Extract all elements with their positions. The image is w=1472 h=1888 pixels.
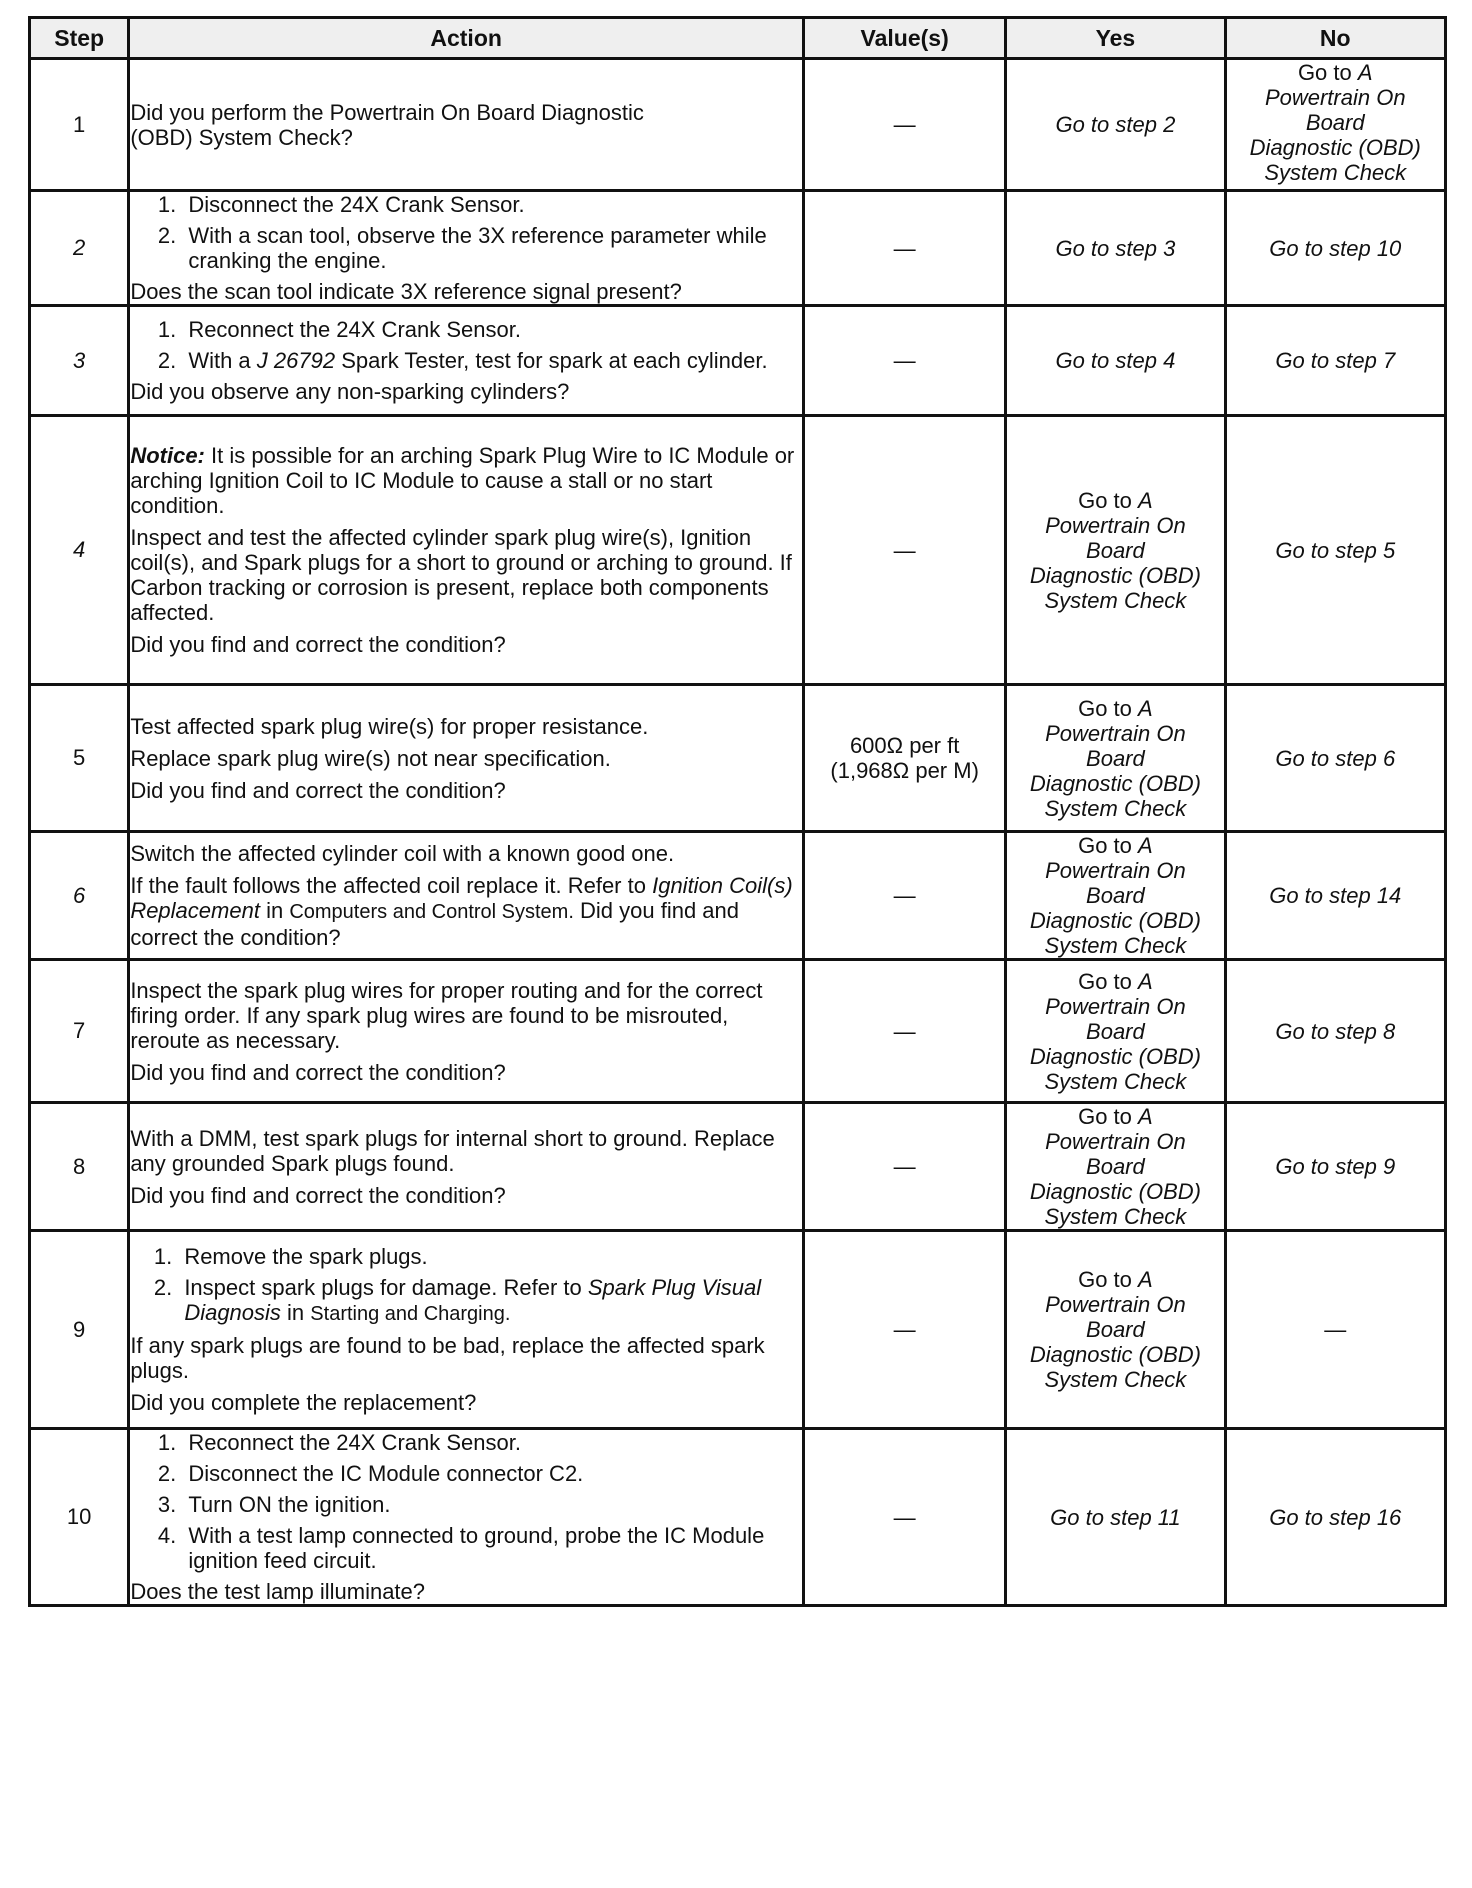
no-cell: Go to step 10 [1225, 191, 1445, 306]
obd-line: System Check [1044, 933, 1187, 958]
notice-label: Notice: [130, 443, 205, 468]
action-question: Did you complete the replacement? [130, 1390, 477, 1415]
action-question: Did you find and correct the condition? [130, 632, 506, 657]
action-text: Inspect the spark plug wires for proper routing and for the correct firing order. If any spark plug wires are found to be misrouted, reroute as necessary. [130, 977, 763, 1053]
action-cell [129, 59, 804, 191]
goto-label: Go to [1078, 1267, 1132, 1292]
obd-line: Powertrain On [1045, 1129, 1186, 1154]
list-item: 1. Remove the spark plugs. [178, 1244, 802, 1269]
header-no: No [1225, 18, 1445, 59]
no-cell: Go to step 8 [1225, 960, 1445, 1103]
action-cell [129, 832, 804, 960]
value-cell [804, 685, 1006, 832]
goto-label: Go to [1078, 487, 1132, 513]
table-row [30, 1103, 1446, 1231]
list-item: 3. Turn ON the ignition. [182, 1492, 802, 1517]
obd-line: Powertrain On [1045, 858, 1186, 883]
list-item: 2. With a scan tool, observe the 3X reference parameter while cranking the engine. [182, 223, 802, 273]
table-row [30, 832, 1446, 960]
obd-line: System Check [1264, 160, 1407, 185]
yes-cell [1006, 1103, 1225, 1231]
value-cell: — [804, 960, 1006, 1103]
goto-label: Go to [1297, 60, 1352, 85]
table-row [30, 1429, 1446, 1606]
action-question: Did you find and correct the condition? [130, 898, 740, 950]
obd-line: Board [1086, 745, 1145, 771]
goto-article: A [1357, 60, 1373, 85]
action-text: Did you perform the Powertrain On Board Diagnostic (OBD) System Check? [130, 99, 644, 150]
obd-line: System Check [1044, 587, 1187, 613]
value-cell: — [804, 1231, 1006, 1429]
action-question: Does the scan tool indicate 3X reference signal present? [130, 279, 682, 304]
doc-reference: Spark Plug Visual Diagnosis [184, 1275, 762, 1325]
action-cell [129, 306, 804, 416]
goto-label: Go to [1078, 968, 1132, 994]
step-number: 3 [30, 306, 129, 416]
obd-line: Board [1086, 1317, 1145, 1342]
header-values: Value(s) [804, 18, 1006, 59]
list-text: Inspect spark plugs for damage. Refer to [184, 1275, 582, 1300]
action-text: Replace spark plug wire(s) not near specification. [130, 745, 611, 771]
doc-reference: Ignition Coil(s) Replacement [130, 873, 793, 923]
value-cell: — [804, 306, 1006, 416]
table-row [30, 306, 1446, 416]
action-cell [129, 1429, 804, 1606]
obd-line: Powertrain On [1045, 993, 1186, 1019]
yes-cell [1006, 960, 1225, 1103]
list-item: 2. Disconnect the IC Module connector C2. [182, 1461, 802, 1486]
goto-label: Go to [1078, 833, 1132, 858]
tool-number: J 26792 [256, 348, 336, 373]
step-number: 10 [30, 1429, 129, 1606]
obd-line: Board [1086, 537, 1145, 563]
obd-ref [1007, 488, 1223, 513]
action-text: With a DMM, test spark plugs for internal short to ground. Replace any grounded Spark plugs found. [130, 1125, 775, 1176]
no-cell: Go to step 7 [1225, 306, 1445, 416]
goto-article: A [1138, 1267, 1153, 1292]
yes-cell [1006, 685, 1225, 832]
action-text: Inspect and test the affected cylinder spark plug wire(s), Ignition coil(s), and Spark plugs for a short to ground or arching to ground. If Carbon tracking or corrosion is present, replace both components affected. [130, 525, 792, 625]
value-cell: — [804, 416, 1006, 685]
no-cell: Go to step 9 [1225, 1103, 1445, 1231]
obd-line: Board [1086, 1018, 1145, 1044]
list-item: 1. Reconnect the 24X Crank Sensor. [182, 1430, 802, 1455]
obd-line: Diagnostic (OBD) [1029, 1342, 1201, 1367]
goto-article: A [1138, 1104, 1153, 1129]
table-row [30, 191, 1446, 306]
step-number: 4 [30, 416, 129, 685]
obd-line: System Check [1044, 795, 1187, 821]
no-cell: Go to step 14 [1225, 832, 1445, 960]
no-cell: Go to step 5 [1225, 416, 1445, 685]
list-item: 1. Disconnect the 24X Crank Sensor. [182, 192, 802, 217]
action-cell [129, 685, 804, 832]
table-row [30, 59, 1446, 191]
obd-line: Diagnostic (OBD) [1029, 562, 1201, 588]
header-yes: Yes [1006, 18, 1225, 59]
value-cell: — [804, 191, 1006, 306]
yes-cell: Go to step 2 [1006, 59, 1225, 191]
obd-line: Diagnostic (OBD) [1029, 770, 1201, 796]
goto-article: A [1138, 968, 1153, 994]
obd-line: Diagnostic (OBD) [1029, 1179, 1201, 1204]
yes-cell: Go to step 11 [1006, 1429, 1225, 1606]
action-cell [129, 960, 804, 1103]
goto-label: Go to [1078, 1104, 1132, 1129]
action-list [130, 192, 802, 273]
notice [130, 443, 802, 518]
diagnostic-table [28, 16, 1447, 1607]
obd-ref [1007, 969, 1223, 994]
doc-section: Starting and Charging. [310, 1303, 511, 1325]
action-list [130, 1430, 802, 1573]
obd-ref [1007, 833, 1223, 858]
action-cell [129, 191, 804, 306]
table-row [30, 685, 1446, 832]
obd-line: Board [1305, 110, 1365, 135]
action-text: Test affected spark plug wire(s) for proper resistance. [130, 713, 649, 739]
action-question: Did you find and correct the condition? [130, 777, 506, 803]
yes-cell [1006, 416, 1225, 685]
obd-line: Powertrain On [1045, 1292, 1186, 1317]
goto-label: Go to [1078, 695, 1132, 721]
value-cell: — [804, 1103, 1006, 1231]
obd-ref [1007, 1267, 1223, 1292]
yes-cell: Go to step 4 [1006, 306, 1225, 416]
step-number: 9 [30, 1231, 129, 1429]
value-cell: — [804, 1429, 1006, 1606]
obd-line: Diagnostic (OBD) [1029, 908, 1201, 933]
action-text: Switch the affected cylinder coil with a known good one. [130, 841, 675, 866]
list-text: in [287, 1300, 305, 1325]
obd-line: Board [1086, 883, 1145, 908]
obd-line: Board [1086, 1154, 1145, 1179]
action-list [130, 317, 802, 373]
list-item: 1. Reconnect the 24X Crank Sensor. [182, 317, 802, 342]
yes-cell [1006, 832, 1225, 960]
action-cell [129, 1231, 804, 1429]
action-question: Did you find and correct the condition? [130, 1182, 506, 1208]
list-item [178, 1275, 802, 1327]
header-action: Action [129, 18, 804, 59]
step-number: 5 [30, 685, 129, 832]
value-cell: — [804, 832, 1006, 960]
action-cell [129, 1103, 804, 1231]
step-number: 7 [30, 960, 129, 1103]
action-question: Does the test lamp illuminate? [130, 1579, 426, 1604]
step-number: 1 [30, 59, 129, 191]
header-step: Step [30, 18, 129, 59]
no-cell: — [1225, 1231, 1445, 1429]
no-cell: Go to step 6 [1225, 685, 1445, 832]
obd-ref [1227, 60, 1444, 85]
obd-line: Powertrain On [1045, 512, 1186, 538]
obd-ref [1007, 696, 1223, 721]
table-row [30, 416, 1446, 685]
obd-line: System Check [1044, 1068, 1187, 1094]
list-item [182, 348, 802, 373]
action-list [130, 1244, 802, 1327]
obd-line: System Check [1044, 1367, 1187, 1392]
goto-article: A [1138, 695, 1153, 721]
action-text-part: in [266, 898, 284, 923]
action-question: Did you observe any non-sparking cylinders? [130, 379, 570, 404]
action-question: Did you find and correct the condition? [130, 1059, 506, 1085]
obd-line: System Check [1044, 1204, 1187, 1229]
spec-value: 600Ω per ft [849, 733, 960, 758]
obd-ref [1007, 1104, 1223, 1129]
table-row [30, 1231, 1446, 1429]
no-cell: Go to step 16 [1225, 1429, 1445, 1606]
yes-cell [1006, 1231, 1225, 1429]
obd-line: Diagnostic (OBD) [1029, 1043, 1201, 1069]
obd-line: Powertrain On [1045, 720, 1186, 746]
goto-article: A [1138, 487, 1153, 513]
list-item: 4. With a test lamp connected to ground, probe the IC Module ignition feed circuit. [182, 1523, 802, 1573]
spec-value-metric: (1,968Ω per M) [830, 758, 979, 783]
doc-section: Computers and Control System. [289, 901, 574, 923]
yes-cell: Go to step 3 [1006, 191, 1225, 306]
header-row [30, 18, 1446, 59]
list-text: Spark Tester, test for spark at each cylinder. [341, 348, 768, 373]
table-row [30, 960, 1446, 1103]
step-number: 8 [30, 1103, 129, 1231]
step-number: 6 [30, 832, 129, 960]
obd-line: Diagnostic (OBD) [1249, 135, 1421, 160]
action-text: If any spark plugs are found to be bad, replace the affected spark plugs. [130, 1333, 765, 1383]
obd-line: Powertrain On [1264, 85, 1406, 110]
step-number: 2 [30, 191, 129, 306]
goto-article: A [1138, 833, 1153, 858]
no-cell [1225, 59, 1445, 191]
action-text [130, 873, 802, 950]
list-text: With a [188, 348, 251, 373]
action-text-part: If the fault follows the affected coil replace it. Refer to [130, 873, 646, 898]
value-cell: — [804, 59, 1006, 191]
action-cell [129, 416, 804, 685]
notice-text: It is possible for an arching Spark Plug Wire to IC Module or arching Ignition Coil to IC Module to cause a stall or no start condition. [130, 443, 795, 518]
